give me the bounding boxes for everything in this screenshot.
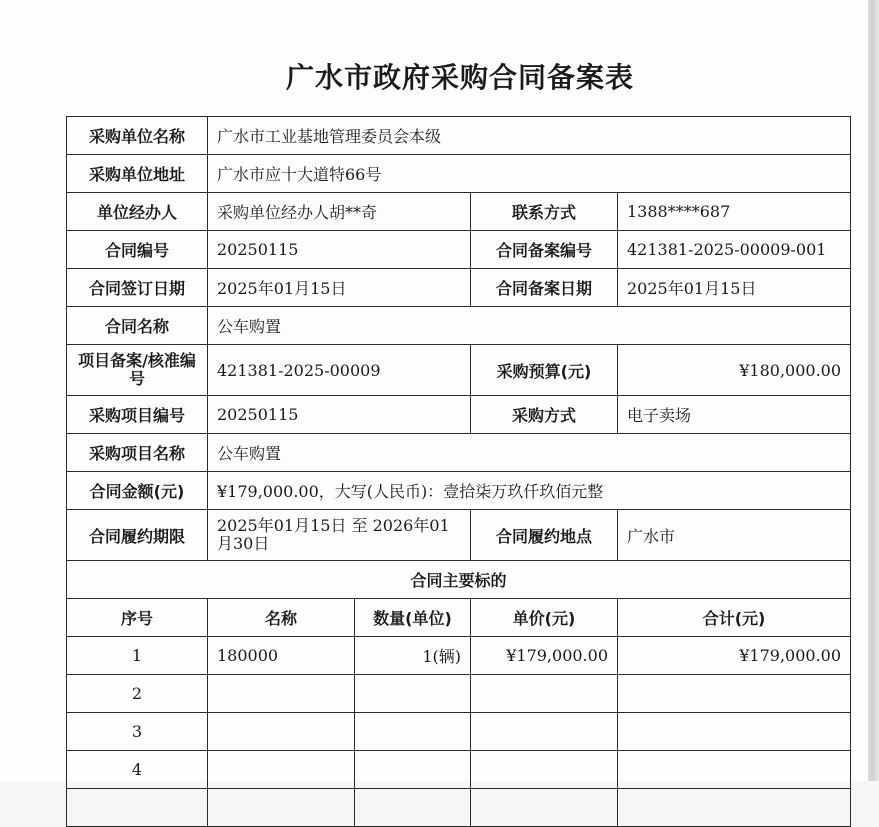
sign-date-value: 2025年01月15日 [208, 269, 471, 307]
item-total [618, 713, 851, 751]
item-total [618, 675, 851, 713]
project-no-value: 20250115 [208, 396, 471, 434]
row-project-no [67, 396, 851, 434]
item-name [208, 675, 355, 713]
table-row [67, 713, 851, 751]
item-no: 3 [67, 713, 208, 751]
header-price: 单价(元) [471, 599, 618, 637]
handler-value: 采购单位经办人胡**奇 [208, 193, 471, 231]
header-qty: 数量(单位) [355, 599, 471, 637]
unit-name-value: 广水市工业基地管理委员会本级 [208, 117, 851, 155]
row-handler [67, 193, 851, 231]
place-value: 广水市 [618, 510, 851, 561]
page-edge-shadow [868, 0, 879, 781]
item-no: 1 [67, 637, 208, 675]
table-row [67, 675, 851, 713]
contract-name-label: 合同名称 [67, 307, 208, 345]
unit-name-label: 采购单位名称 [67, 117, 208, 155]
table-row [67, 637, 851, 675]
table-row [67, 751, 851, 789]
items-section-title: 合同主要标的 [67, 561, 851, 599]
filing-date-value: 2025年01月15日 [618, 269, 851, 307]
item-no: 2 [67, 675, 208, 713]
period-value: 2025年01月15日 至 2026年01月30日 [208, 510, 471, 561]
item-total [618, 751, 851, 789]
item-price [471, 675, 618, 713]
budget-label: 采购预算(元) [471, 345, 618, 396]
row-unit-address [67, 155, 851, 193]
filing-date-label: 合同备案日期 [471, 269, 618, 307]
row-items-title [67, 561, 851, 599]
contract-no-label: 合同编号 [67, 231, 208, 269]
project-filing-value: 421381-2025-00009 [208, 345, 471, 396]
item-price [471, 713, 618, 751]
project-name-label: 采购项目名称 [67, 434, 208, 472]
row-contract-name [67, 307, 851, 345]
contract-name-value: 公车购置 [208, 307, 851, 345]
filing-no-label: 合同备案编号 [471, 231, 618, 269]
amount-value: ¥179,000.00，大写(人民币)：壹拾柒万玖仟玖佰元整 [208, 472, 851, 510]
item-name [208, 751, 355, 789]
item-qty: 1(辆) [355, 637, 471, 675]
table-row [67, 789, 851, 827]
document-title: 广水市政府采购合同备案表 [285, 61, 634, 94]
unit-address-label: 采购单位地址 [67, 155, 208, 193]
row-period [67, 510, 851, 561]
item-qty [355, 675, 471, 713]
item-no: 4 [67, 751, 208, 789]
item-total [618, 789, 851, 827]
item-no [67, 789, 208, 827]
project-filing-label: 项目备案/核准编号 [67, 345, 208, 396]
item-name [208, 789, 355, 827]
project-no-label: 采购项目编号 [67, 396, 208, 434]
header-name: 名称 [208, 599, 355, 637]
contact-value: 1388****687 [618, 193, 851, 231]
method-label: 采购方式 [471, 396, 618, 434]
item-qty [355, 713, 471, 751]
item-total: ¥179,000.00 [618, 637, 851, 675]
budget-value: ¥180,000.00 [618, 345, 851, 396]
row-items-header [67, 599, 851, 637]
item-price [471, 789, 618, 827]
item-name [208, 713, 355, 751]
row-project-filing [67, 345, 851, 396]
item-price: ¥179,000.00 [471, 637, 618, 675]
contract-no-value: 20250115 [208, 231, 471, 269]
sign-date-label: 合同签订日期 [67, 269, 208, 307]
project-name-value: 公车购置 [208, 434, 851, 472]
place-label: 合同履约地点 [471, 510, 618, 561]
row-sign-date [67, 269, 851, 307]
item-qty [355, 751, 471, 789]
unit-address-value: 广水市应十大道特66号 [208, 155, 851, 193]
row-amount [67, 472, 851, 510]
handler-label: 单位经办人 [67, 193, 208, 231]
item-name: 180000 [208, 637, 355, 675]
row-unit-name [67, 117, 851, 155]
filing-no-value: 421381-2025-00009-001 [618, 231, 851, 269]
amount-label: 合同金额(元) [67, 472, 208, 510]
header-total: 合计(元) [618, 599, 851, 637]
header-no: 序号 [67, 599, 208, 637]
method-value: 电子卖场 [618, 396, 851, 434]
contact-label: 联系方式 [471, 193, 618, 231]
filing-table [66, 116, 851, 827]
row-project-name [67, 434, 851, 472]
item-qty [355, 789, 471, 827]
row-contract-no [67, 231, 851, 269]
period-label: 合同履约期限 [67, 510, 208, 561]
item-price [471, 751, 618, 789]
